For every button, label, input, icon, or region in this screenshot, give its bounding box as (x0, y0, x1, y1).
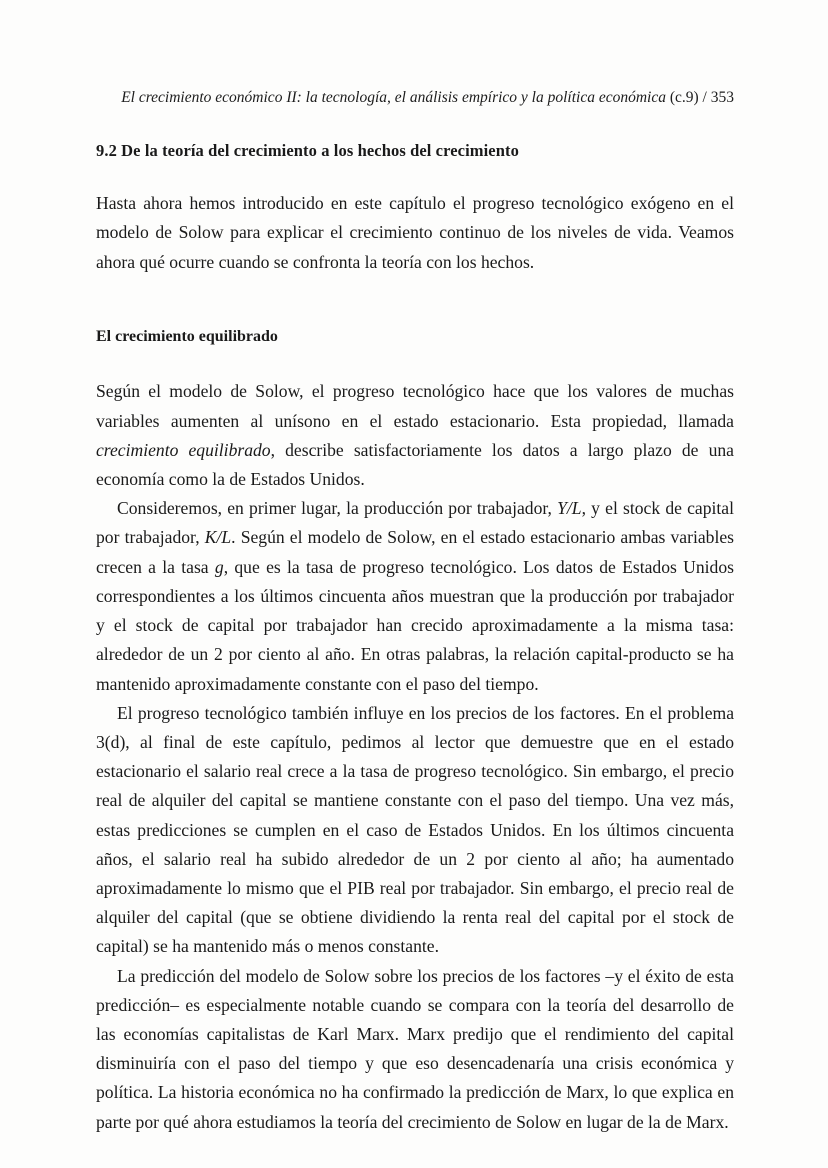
emphasis-text: Y/L (557, 498, 582, 519)
paragraph-text: , describe satisfactoriamente los datos a largo plazo de una economía como la de Estados Unidos. (96, 439, 734, 490)
running-head-title: El crecimiento económico II: la tecnología, el análisis empírico y la política económica (121, 89, 666, 106)
spacer-before-subheading (96, 277, 734, 326)
paragraph-text: El progreso tecnológico también influye en los precios de los factores. En el problema 3(d), al final de este capítulo, pedimos al lector que demuestre que en el estado estacionario el salario real crece a la tasa de progreso tecnológico. Sin embargo, el precio real de alquiler del capital se mantiene constante con el paso del tiempo. Una vez más, estas predicciones se cumplen en el caso de Estados Unidos. En los últimos cincuenta años, el salario real ha subido alrededor de un 2 por ciento al año; ha aumentado aproximadamente lo mismo que el PIB real por trabajador. Sin embargo, el precio real de alquiler del capital (que se obtiene dividiendo la renta real del capital por el stock de capital) se ha mantenido más o menos constante. (96, 702, 734, 957)
emphasis-text: crecimiento equilibrado (96, 439, 271, 460)
emphasis-text: K/L (204, 527, 232, 548)
body-paragraph (96, 962, 734, 1137)
subsection-body (96, 377, 734, 1136)
paragraph-text: La predicción del modelo de Solow sobre los precios de los factores –y el éxito de esta predicción– es especialmente notable cuando se compara con la teoría del desarrollo de las economías capitalistas de Karl Marx. Marx predijo que el rendimiento del capital disminuiría con el paso del tiempo y que eso desencadenaría una crisis económica y política. La historia económica no ha confirmado la predicción de Marx, lo que explica en parte por qué ahora estudiamos la teoría del crecimiento de Solow en lugar de la de Marx. (96, 965, 734, 1132)
paragraph-text: , y el stock de capital por trabajador, (96, 498, 734, 548)
section-intro-paragraph: Hasta ahora hemos introducido en este capítulo el progreso tecnológico exógeno en el modelo de Solow para explicar el crecimiento continuo de los niveles de vida. Veamos ahora qué ocurre cuando se confronta la teoría con los hechos. (96, 193, 734, 272)
spacer-after-section-heading (96, 162, 734, 189)
paragraph-text: Según el modelo de Solow, el progreso tecnológico hace que los valores de muchas variables aumenten al unísono en el estado estacionario. Esta propiedad, llamada (96, 381, 734, 431)
paragraph-text: , que es la tasa de progreso tecnológico. Los datos de Estados Unidos correspondientes a los últimos cincuenta años muestran que la producción por trabajador y el stock de capital por trabajador han crecido aproximadamente a la misma tasa: alrededor de un 2 por ciento al año. En otras palabras, la relación capital-producto se ha mantenido aproximadamente constante con el paso del tiempo. (96, 556, 734, 694)
section-heading: 9.2 De la teoría del crecimiento a los hechos del crecimiento (96, 141, 519, 160)
emphasis-text: g (214, 556, 224, 577)
paragraph-text: . Según el modelo de Solow, en el estado estacionario ambas variables crecen a la tasa (96, 527, 734, 577)
page-content (96, 140, 734, 1137)
body-paragraph (96, 699, 734, 962)
running-head-page-ref: (c.9) / 353 (669, 89, 734, 106)
paragraph-text: Consideremos, en primer lugar, la producción por trabajador, (117, 498, 558, 519)
running-head (96, 88, 734, 108)
body-paragraph (96, 494, 734, 698)
body-paragraph (96, 377, 734, 494)
subsection-heading: El crecimiento equilibrado (96, 327, 278, 345)
spacer-after-subheading (96, 347, 734, 377)
